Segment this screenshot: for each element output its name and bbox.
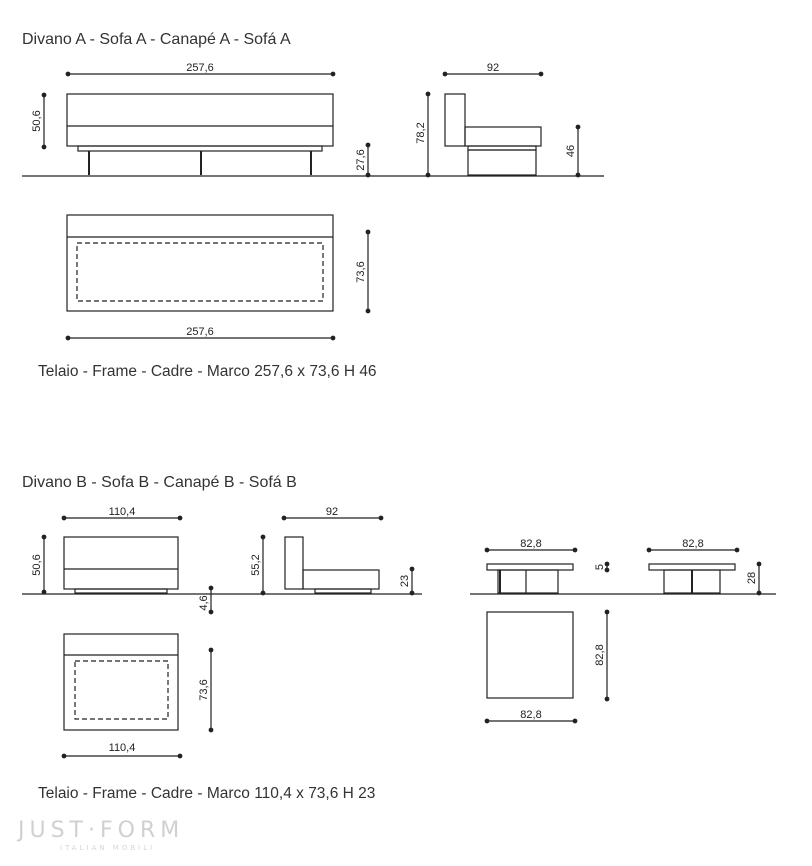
table-top-view [487,612,573,698]
sofa-a-side-view [445,94,541,175]
sofa-b-side-depth-label: 92 [325,506,339,518]
table-front-width-label: 82,8 [520,538,542,550]
sofa-b-title: Divano B - Sofa B - Canapé B - Sofá B [22,474,297,491]
sofa-a-side-height-label: 78,2 [415,122,427,144]
sofa-a-front-width-label: 257,6 [186,62,214,74]
sofa-a-front-height-label: 50,6 [31,110,43,132]
sofa-b-front-view [64,537,178,593]
sofa-a-top-depth-label: 73,6 [355,261,367,283]
sofa-b-top-width-dim [62,754,182,758]
sofa-a-top-width-label: 257,6 [186,326,214,338]
table-top-thickness-label: 5 [594,563,606,571]
table-side-view [649,564,735,593]
sofa-a-side-frame-height-label: 46 [565,144,577,158]
brand-logo: JUST·FORM [18,818,185,843]
sofa-a-front-view [67,94,333,175]
sofa-b-side-height-label: 55,2 [250,554,262,576]
sofa-b-frame-caption: Telaio - Frame - Cadre - Marco 110,4 x 73,6 H 23 [38,785,376,802]
sofa-a-frame-caption: Telaio - Frame - Cadre - Marco 257,6 x 73,6 H 46 [38,363,377,380]
brand-logo-tagline: ITALIAN MOBILI [60,844,156,852]
sofa-a-side-depth-label: 92 [486,62,500,74]
sofa-b-top-width-label: 110,4 [108,742,136,754]
sofa-b-side-view [285,537,379,593]
sofa-b-base-height-label: 4,6 [198,595,210,611]
sofa-b-front-width-label: 110,4 [108,506,136,518]
table-side-width-label: 82,8 [682,538,704,550]
sofa-a-title: Divano A - Sofa A - Canapé A - Sofá A [22,31,291,48]
sofa-b-top-view [64,634,178,730]
sofa-b-side-frame-height-label: 23 [399,574,411,588]
sofa-a-seat-height-label: 27,6 [355,149,367,171]
sofa-b-front-height-label: 50,6 [31,554,43,576]
table-top-width-label: 82,8 [520,709,542,721]
sofa-b-top-depth-label: 73,6 [198,679,210,701]
table-side-height-label: 28 [746,571,758,585]
sofa-a-top-view [67,215,333,311]
table-top-depth-label: 82,8 [594,644,606,666]
table-front-view [487,564,573,593]
